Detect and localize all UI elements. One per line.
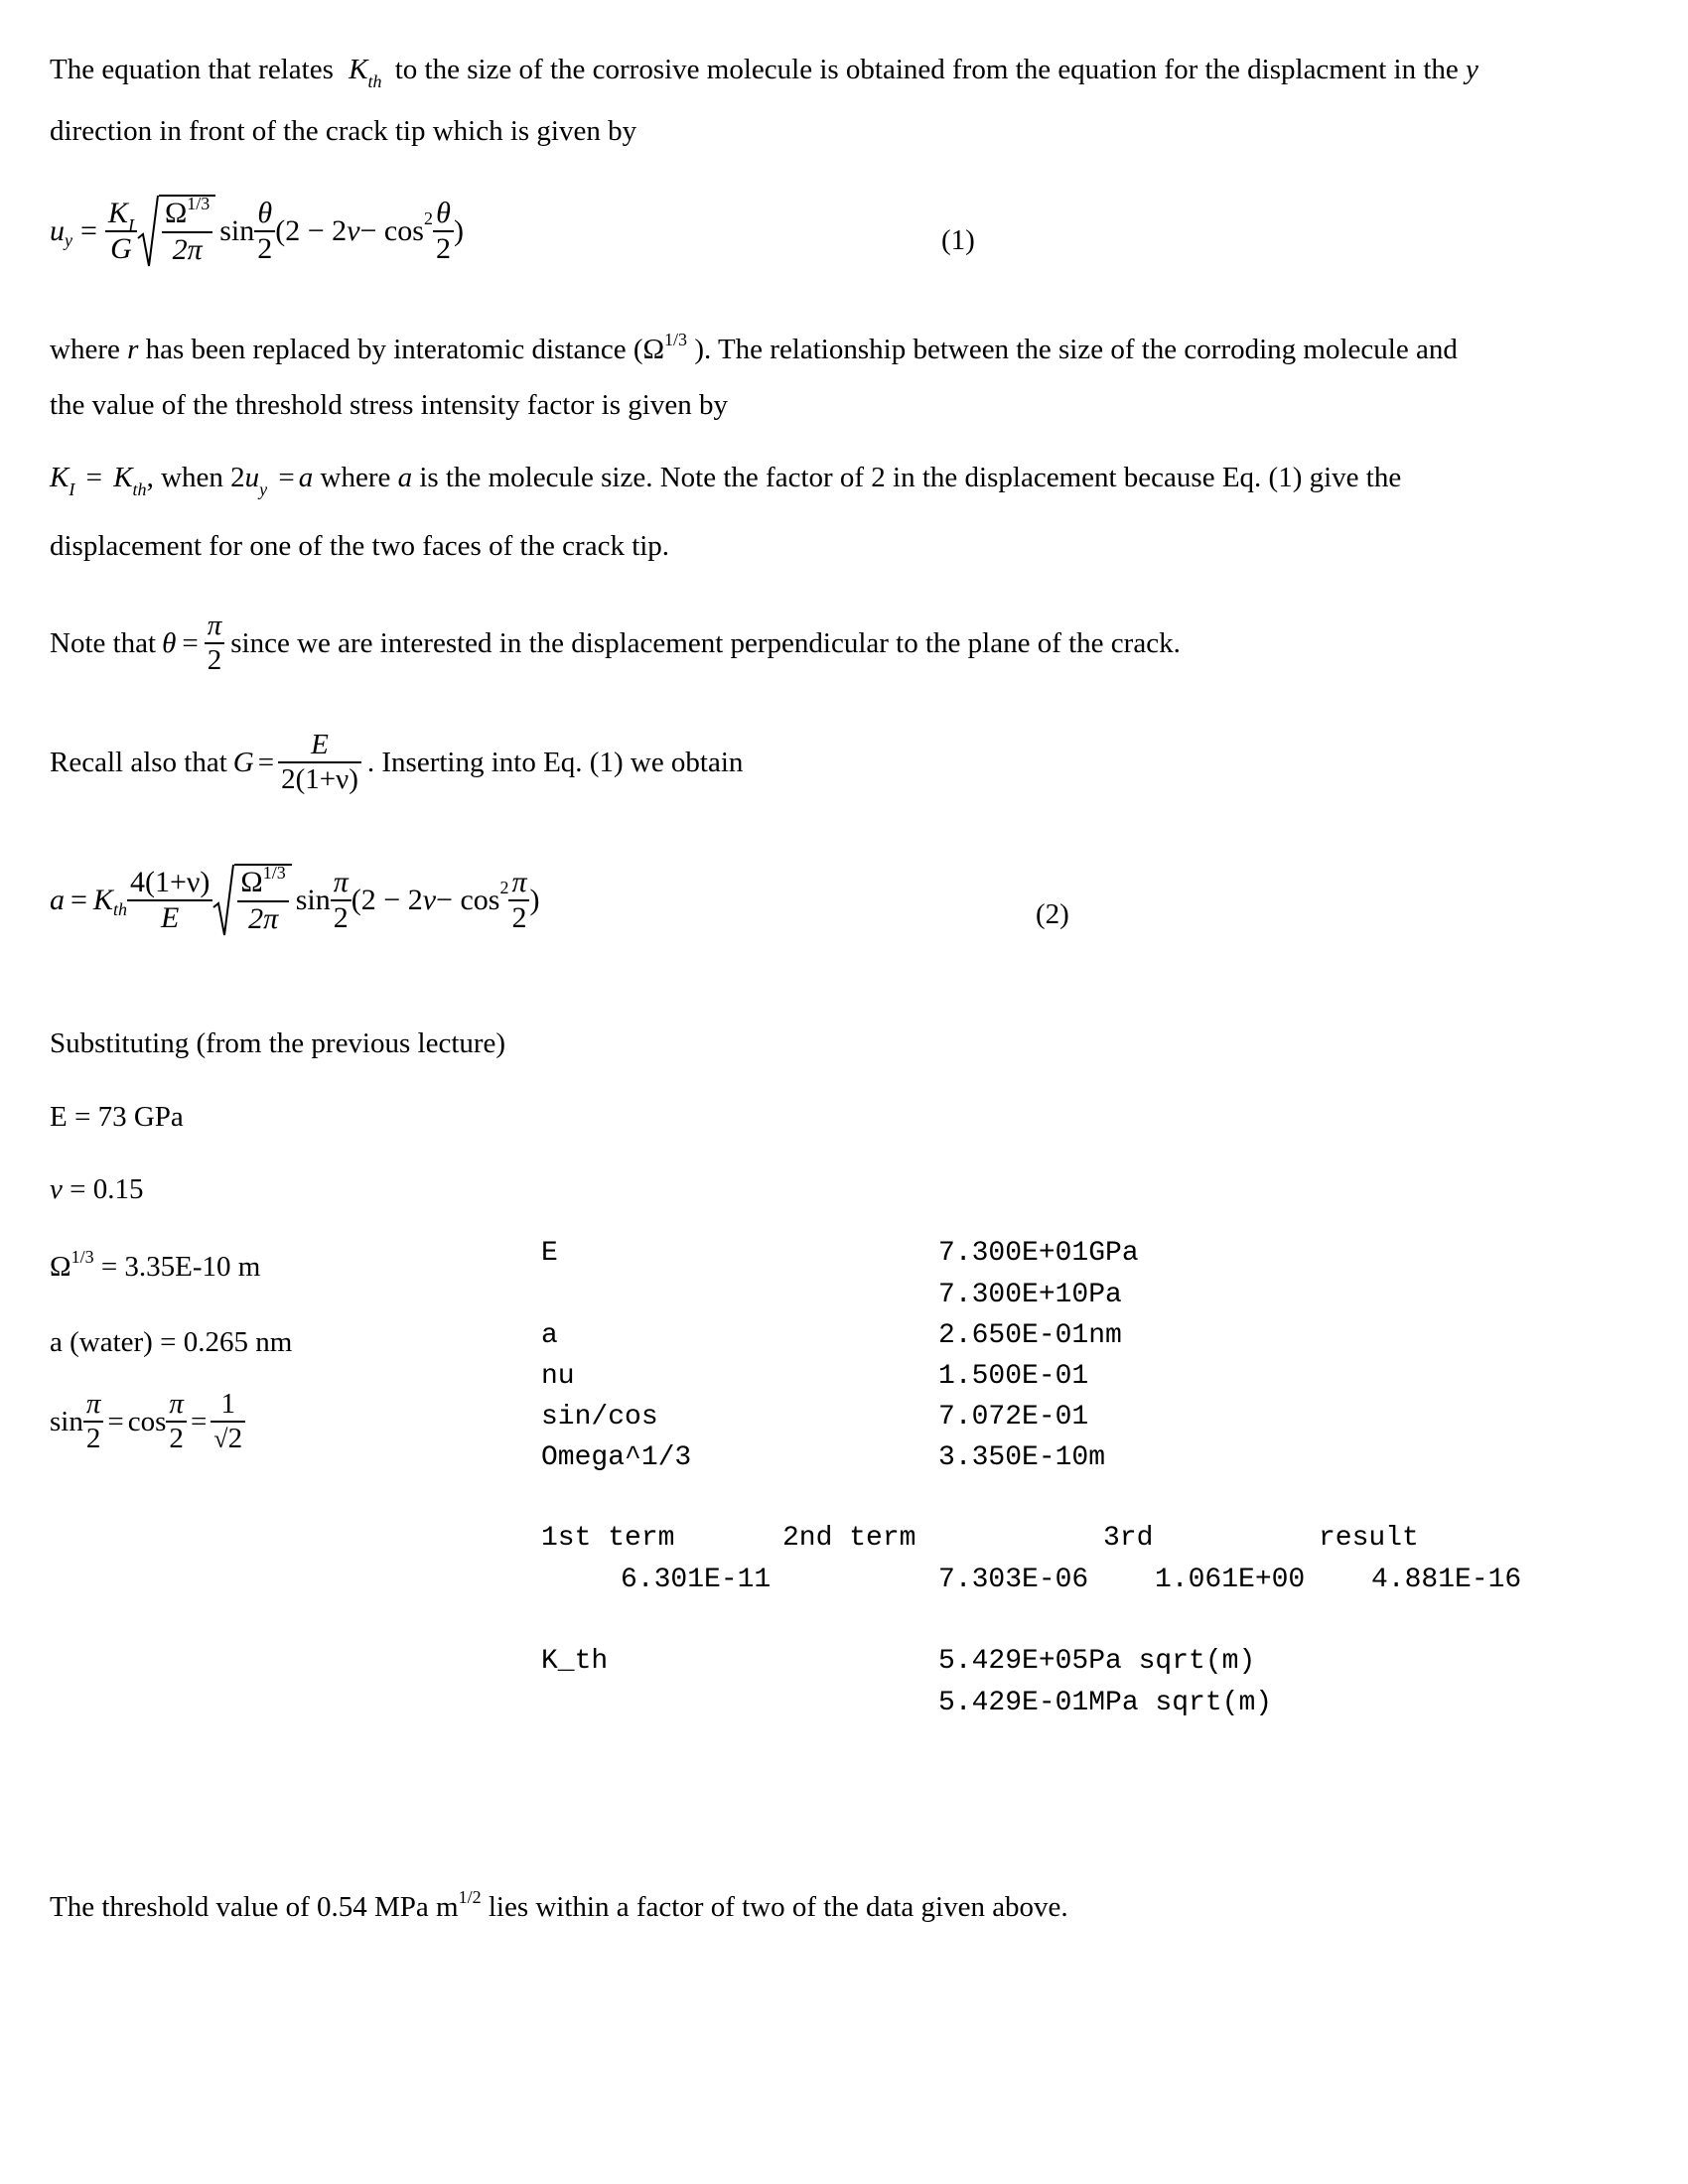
p3-k-sub: I (69, 479, 75, 499)
eq1-sin: sin (219, 214, 255, 247)
eq2-e: E (161, 901, 180, 934)
conclusion (50, 1887, 1068, 1923)
table-value-3: 1.500E-01 (938, 1361, 1089, 1392)
recall-g: G (232, 746, 254, 778)
id-pi-2: π (166, 1388, 187, 1423)
p3-rest: is the molecule size. Note the factor of 2 in the displacement because Eq. (1) give the (419, 462, 1402, 493)
eq2-pi-half (331, 866, 352, 936)
p2-r: r (127, 334, 139, 365)
paragraph-2-line-1 (50, 330, 1458, 365)
p1-text-pre: The equation that relates (50, 54, 334, 85)
id-pi-half-2 (166, 1388, 187, 1456)
p1-text-post: to the size of the corrosive molecule is obtained from the equation for the displacment in the (394, 54, 1459, 85)
eq1-g: G (110, 232, 132, 265)
eq2-paren-open: (2 − 2 (351, 884, 423, 916)
paragraph-3-line-1: $K_I = K_{th}$, when $2u_y = a$ where a is the molecule size. Note the factor of 2 in the displacement because Eq. (1) give the (50, 462, 1402, 499)
eq2-two: 2 (333, 901, 349, 934)
p3-u-sub: y (259, 479, 268, 499)
id-equals-1: = (107, 1405, 124, 1437)
eq1-u: u (50, 214, 65, 247)
p3-where: where (320, 462, 391, 493)
eq1-two-pi: 2π (172, 232, 203, 266)
table-value-5: 3.350E-10m (938, 1442, 1106, 1473)
note-theta-symbol: θ (162, 626, 177, 659)
id-pi-1: π (83, 1388, 104, 1423)
p3-a: a (298, 462, 314, 493)
eq1-theta-2: θ (433, 197, 454, 233)
recall-fraction (278, 729, 361, 797)
eq1-omega-exp: 1/3 (187, 194, 211, 213)
recall-post: . Inserting into Eq. (1) we obtain (366, 746, 744, 778)
term-header-4: result (1319, 1523, 1419, 1554)
note-pre: Note that (50, 626, 157, 659)
eq1-theta-half (254, 197, 275, 267)
value-omega-exp: 1/3 (70, 1247, 94, 1267)
eq1-k-over-g (105, 197, 137, 267)
y-variable: y (1466, 54, 1478, 85)
eq1-paren-open: (2 − 2 (275, 214, 348, 247)
eq1-k: K (107, 196, 128, 229)
th-subscript: th (367, 71, 382, 91)
eq1-theta: θ (254, 197, 275, 233)
table-label-4: sin/cos (541, 1402, 658, 1433)
eq1-k-sub: I (127, 214, 134, 235)
id-cos: cos (127, 1405, 167, 1437)
p2-post: ). The relationship between the size of the corroding molecule and (694, 334, 1458, 365)
conclusion-exp: 1/2 (458, 1887, 482, 1907)
eq1-theta-half-2 (433, 197, 454, 267)
conclusion-post: lies within a factor of two of the data given above. (481, 1891, 1068, 1923)
eq1-paren-close: ) (453, 214, 464, 247)
id-one-over-root-two (211, 1388, 245, 1456)
eq1-nu: ν (347, 214, 360, 247)
kth-label: K_th (541, 1646, 609, 1677)
eq2-cos-exp: 2 (499, 877, 509, 897)
eq2-cos: − cos (436, 884, 500, 916)
term-header-3: 3rd (1103, 1523, 1154, 1554)
table-label-3: nu (541, 1361, 575, 1392)
eq1-sqrt (137, 195, 215, 268)
eq2-a: a (50, 884, 65, 916)
eq2-two-pi: 2π (248, 901, 279, 935)
id-root-two-digit: 2 (227, 1423, 243, 1455)
conclusion-pre: The threshold value of 0.54 MPa m (50, 1891, 459, 1923)
note-theta: Note that θ = $\frac{\pi}{2}$ since we are interested in the displacement perpendicular to the plane of the crack. (50, 610, 1181, 677)
note-two: 2 (207, 644, 222, 677)
eq2-paren-close: ) (529, 884, 540, 916)
eq2-numerator: 4(1+ν) (127, 866, 212, 902)
radical-sign-icon (137, 195, 159, 268)
table-label-5: Omega^1/3 (541, 1442, 692, 1473)
recall-denominator: 2(1+ν) (281, 763, 358, 796)
eq1-two-2: 2 (435, 232, 451, 265)
paragraph-3-line-2: displacement for one of the two faces of the crack tip. (50, 530, 670, 562)
p2-omega-exp: 1/3 (664, 330, 688, 349)
p3-kth-sub: th (132, 479, 147, 499)
id-pi-half-1 (83, 1388, 104, 1456)
p3-u: u (244, 462, 260, 493)
term-value-1: 6.301E-11 (621, 1565, 772, 1595)
p3-kth: K (113, 462, 133, 493)
eq2-sin: sin (295, 884, 331, 916)
substituting-text: Substituting (from the previous lecture) (50, 1027, 506, 1059)
value-e: E = 73 GPa (50, 1101, 184, 1133)
value-nu-text: = 0.15 (70, 1173, 144, 1205)
kth-value-mpa: 5.429E-01MPa sqrt(m) (938, 1688, 1273, 1718)
eq1-cos-exp: 2 (423, 207, 433, 228)
paragraph-1-line-2: direction in front of the crack tip which is given by (50, 115, 637, 147)
p2-where: where (50, 334, 120, 365)
eq2-sqrt (212, 864, 291, 937)
eq1-two: 2 (257, 232, 273, 265)
recall-line: Recall also that G = $\frac{E}{2(1+\nu)}$ . Inserting into Eq. (1) we obtain (50, 729, 744, 796)
p2-omega: Ω (642, 334, 665, 365)
id-equals-2: = (190, 1405, 208, 1437)
k-symbol: K (349, 54, 368, 85)
eq1-cos: − cos (359, 214, 424, 247)
eq1-y-sub: y (65, 229, 72, 250)
table-label-0: E (541, 1238, 558, 1269)
value-nu (50, 1175, 143, 1204)
recall-e: E (278, 729, 361, 763)
p3-a-2: a (397, 462, 413, 493)
table-value-4: 7.072E-01 (938, 1402, 1089, 1433)
eq2-omega-exp: 1/3 (262, 863, 286, 883)
eq2-coefficient (127, 866, 212, 936)
id-root-two: √2 (213, 1423, 243, 1455)
table-value-1: 7.300E+10Pa (938, 1280, 1122, 1310)
id-two-2: 2 (169, 1423, 184, 1455)
paragraph-2-line-2: the value of the threshold stress intensity factor is given by (50, 389, 728, 421)
kth-value-pa: 5.429E+05Pa sqrt(m) (938, 1646, 1256, 1677)
value-omega-symbol: Ω (50, 1251, 71, 1283)
p3-k: K (50, 462, 70, 493)
id-one: 1 (211, 1388, 245, 1423)
value-a-water: a (water) = 0.265 nm (50, 1326, 293, 1358)
p2-mid: has been replaced by interatomic distance ( (145, 334, 643, 365)
note-pi-half (205, 610, 225, 678)
table-label-2: a (541, 1320, 558, 1351)
table-value-0: 7.300E+01GPa (938, 1238, 1139, 1269)
equation-2-label: (2) (1036, 898, 1069, 930)
term-value-4: 4.881E-16 (1371, 1565, 1522, 1595)
term-value-3: 1.061E+00 (1155, 1565, 1306, 1595)
term-header-2: 2nd term (782, 1523, 916, 1554)
p3-when: , when 2 (146, 462, 245, 493)
eq2-k: K (92, 884, 113, 916)
term-value-2: 7.303E-06 (938, 1565, 1089, 1595)
eq2-omega: Ω (240, 866, 263, 898)
note-post: since we are interested in the displacement perpendicular to the plane of the crack. (230, 626, 1181, 659)
id-two-1: 2 (85, 1423, 101, 1455)
paragraph-1-line-1 (50, 54, 1478, 91)
eq2-two-2: 2 (511, 901, 527, 934)
value-nu-symbol: ν (50, 1173, 63, 1205)
equation-1: u y = $\frac{K_I}{G}$ $\frac{\Omega^{1/3}}{2\pi}$ sin $\frac{\theta}{2}$ (2 − 2 ν − cos 2 $\frac{\theta}{2}$ ) (50, 195, 464, 268)
sin-cos-identity (50, 1388, 245, 1456)
equation-1-label: (1) (941, 224, 975, 256)
note-pi: π (205, 610, 225, 644)
eq2-k-sub: th (112, 898, 127, 919)
value-omega-text: = 3.35E-10 m (100, 1251, 261, 1283)
equation-2: a = K th $\frac{4(1+\nu)}{E}$ $\frac{\Omega^{1/3}}{2\pi}$ sin $\frac{\pi}{2}$ (2 − 2 ν − cos 2 $\frac{\pi}{2}$ ) (50, 864, 539, 937)
eq2-pi-2: π (508, 866, 529, 902)
term-header-1: 1st term (541, 1523, 675, 1554)
eq2-nu: ν (422, 884, 437, 916)
value-omega (50, 1247, 261, 1283)
eq1-omega: Ω (164, 197, 188, 229)
recall-pre: Recall also that (50, 746, 227, 778)
id-sin: sin (50, 1405, 83, 1437)
table-value-2: 2.650E-01nm (938, 1320, 1122, 1351)
eq2-pi-half-2 (508, 866, 529, 936)
eq2-pi: π (331, 866, 352, 902)
radical-sign-icon (212, 864, 234, 937)
